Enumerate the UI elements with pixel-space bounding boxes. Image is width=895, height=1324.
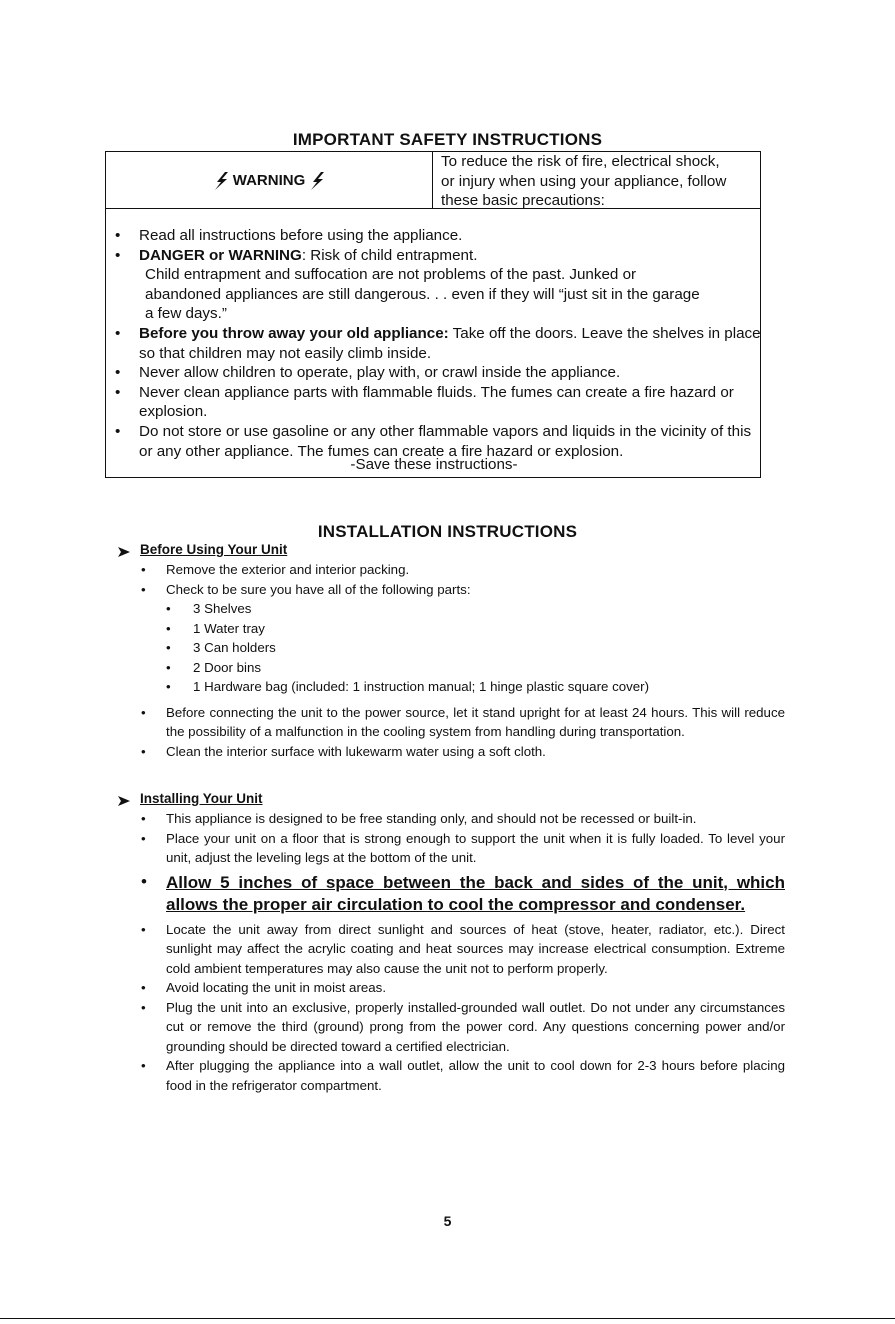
part-text: 3 Can holders [193,640,276,655]
bullet-text: Never clean appliance parts with flammable fluids. The fumes can create a fire hazard or explosion. [139,383,734,421]
list-item [141,978,785,998]
item-text: After plugging the appliance into a wall outlet, allow the unit to cool down for 2-3 hours before placing food in the refrigerator compartment. [166,1058,785,1093]
item-text: Place your unit on a floor that is strong enough to support the unit when it is fully loaded. To level your unit, adjust the leveling legs at the bottom of the unit. [166,830,785,865]
list-item [141,829,785,868]
bullet-icon: • [166,659,171,675]
item-text: This appliance is designed to be free standing only, and should not be recessed or built-in. [166,811,697,826]
list-item [141,742,785,762]
safety-intro-line: To reduce the risk of fire, electrical shock, [441,153,720,170]
safety-bullet [106,226,762,246]
bullet-icon: • [141,980,146,995]
part-item [166,599,785,619]
bullet-icon: • [141,704,146,720]
list-item [141,560,785,580]
bullet-icon: • [141,830,146,846]
bullet-text: Take off the doors. Leave the shelves in place so that children may not easily climb inside. [139,324,761,362]
bullet-icon: • [141,581,146,597]
part-item [166,677,785,697]
bullet-icon: • [141,871,147,891]
part-text: 1 Hardware bag (included: 1 instruction manual; 1 hinge plastic square cover) [193,679,650,694]
installation-title: INSTALLATION INSTRUCTIONS [317,522,578,541]
warning-label-cell [106,152,432,209]
bullet-icon: • [166,640,171,655]
bullet-text: Read all instructions before using the appliance. [139,227,463,244]
page-number: 5 [443,1213,452,1229]
item-text: Check to be sure you have all of the following parts: [166,581,471,597]
part-text: 1 Water tray [193,620,265,636]
bullet-icon: • [141,743,146,759]
item-text: Avoid locating the unit in moist areas. [166,980,387,995]
part-item [166,619,785,639]
safety-title: IMPORTANT SAFETY INSTRUCTIONS [292,130,603,149]
lightning-bolt-icon [211,171,231,191]
safety-bullet [106,324,762,363]
bullet-icon: • [115,324,121,342]
list-item [141,703,785,742]
before-using-heading: Before Using Your Unit [140,542,288,557]
save-instructions: -Save these instructions- [350,456,518,473]
header-divider [432,152,433,209]
list-item [141,1056,785,1095]
item-text: Remove the exterior and interior packing. [166,562,410,577]
bullet-bold: DANGER or WARNING [139,246,302,264]
bullet-icon: • [166,679,171,694]
bullet-text: Never allow children to operate, play with, or crawl inside the appliance. [139,364,621,382]
parts-list [166,599,785,697]
clearance-warning: Allow 5 inches of space between the back and sides of the unit, which allows the proper air circulation to cool the compressor and condenser. [166,872,785,914]
bullet-icon: • [141,811,146,826]
safety-intro [441,152,756,211]
list-item [141,872,785,916]
safety-bullet [106,363,762,383]
safety-intro-line: or injury when using your appliance, follow [441,172,727,190]
installing-heading: Installing Your Unit [140,791,263,806]
part-text: 2 Door bins [193,659,261,675]
bullet-text: Do not store or use gasoline or any other flammable vapors and liquids in the vicinity of this or any other appliance. The fumes can create a fire hazard or explosion. [139,422,752,460]
bullet-icon: • [141,1058,146,1073]
item-text: Locate the unit away from direct sunlight and sources of heat (stove, heater, radiator, etc.). Direct sunlight may affect the acrylic coating and heat sources may increase electrical consumption. Extreme cold ambient temperatures may also cause the unit not to perform properly. [166,921,785,976]
part-text: 3 Shelves [193,601,252,616]
arrowhead-icon [117,546,131,558]
safety-bullet-list [106,226,762,461]
entrapment-note: Child entrapment and suffocation are not problems of the past. Junked or abandoned appliances are still dangerous. . . even if they will “just sit in the garage a few days.” [145,266,700,323]
arrowhead-icon [117,795,131,807]
warning-text: WARNING [232,172,306,189]
safety-bullet [106,246,762,324]
safety-bullet [106,383,762,422]
bullet-icon: • [166,601,171,616]
safety-intro-line: these basic precautions: [441,192,605,209]
item-text: Plug the unit into an exclusive, properly installed-grounded wall outlet. Do not under any circumstances cut or remove the third (ground) prong from the power cord. Any questions concerning power and/or grounding should be directed toward a certified electrician. [166,999,785,1054]
bullet-icon: • [141,921,146,937]
safety-box [105,151,761,478]
bottom-rule [0,1318,895,1319]
bullet-icon: • [115,246,121,264]
bullet-icon: • [115,383,121,401]
list-item [141,998,785,1057]
bullet-icon: • [115,227,121,244]
list-item [141,809,785,829]
bullet-icon: • [141,562,146,577]
bullet-icon: • [115,422,121,440]
part-item [166,658,785,678]
bullet-icon: • [141,999,146,1015]
item-text: Before connecting the unit to the power source, let it stand upright for at least 24 hours. This will reduce the possibility of a malfunction in the cooling system from handling during transportation. [166,704,785,739]
bullet-icon: • [166,620,171,636]
item-text: Clean the interior surface with lukewarm water using a soft cloth. [166,743,546,759]
bullet-icon: • [115,364,121,382]
installing-list [141,809,785,1095]
bullet-bold: Before you throw away your old appliance: [139,324,449,342]
part-item [166,638,785,658]
before-using-list [141,560,785,761]
list-item [141,580,785,697]
list-item [141,920,785,979]
lightning-bolt-icon [307,171,327,191]
bullet-text: : Risk of child entrapment. [301,246,478,264]
safety-box-header [106,152,760,209]
